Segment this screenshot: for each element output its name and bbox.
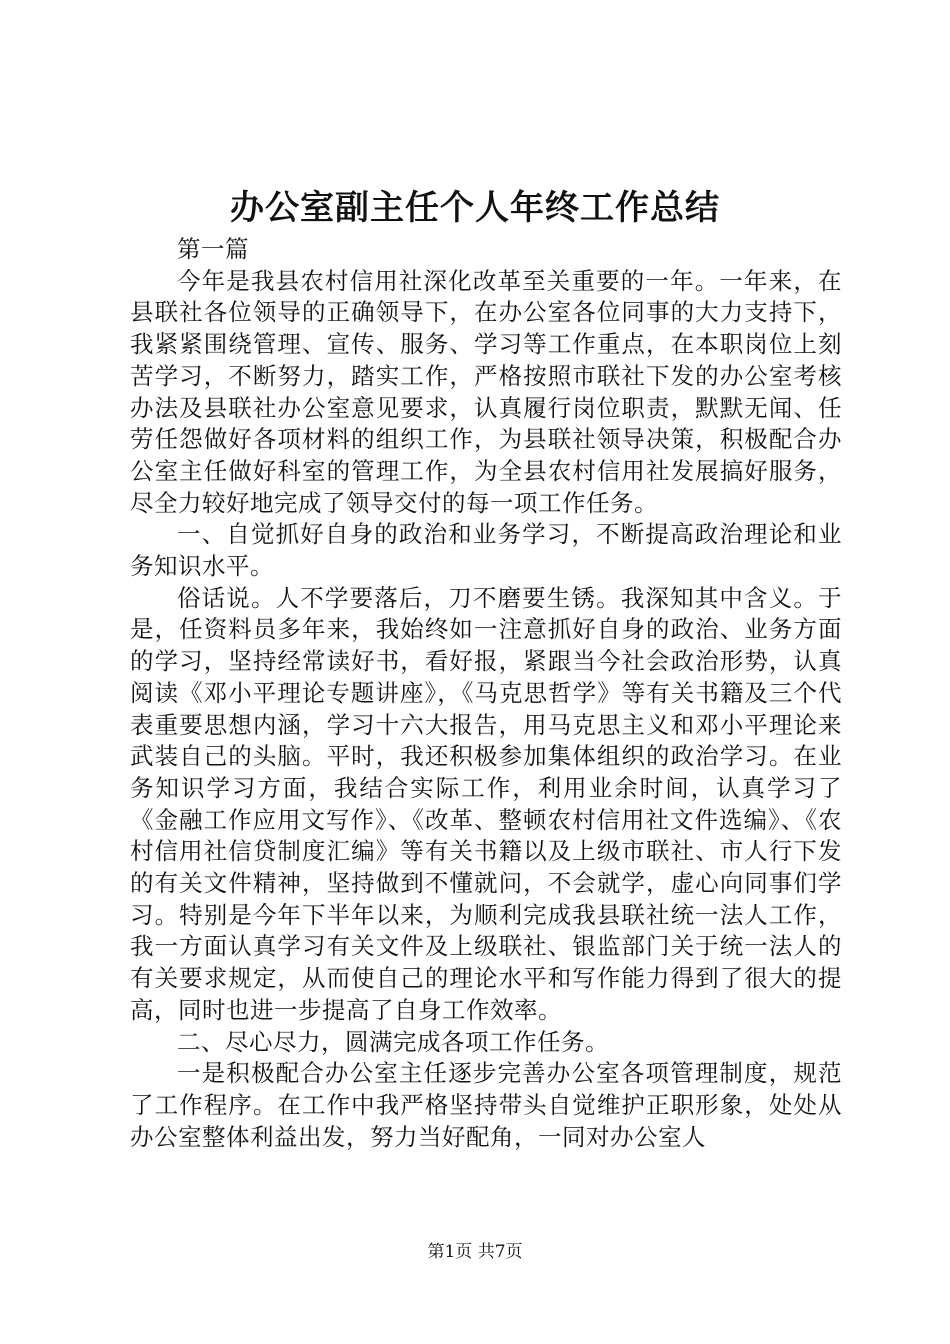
paragraph: 一是积极配合办公室主任逐步完善办公室各项管理制度，规范了工作程序。在工作中我严格坚持带头自觉维护正职形象，处处从办公室整体利益出发，努力当好配角，一同对办公室人 [130,1059,842,1151]
document-title: 办公室副主任个人年终工作总结 [230,188,720,228]
page-number-footer: 第1页 共7页 [427,1242,523,1262]
paragraph: 一、自觉抓好自身的政治和业务学习，不断提高政治理论和业务知识水平。 [130,520,842,581]
section-heading: 第一篇 [177,235,249,263]
paragraph: 今年是我县农村信用社深化改革至关重要的一年。一年来，在县联社各位领导的正确领导下，在办公室各位同事的大力支持下，我紧紧围绕管理、宣传、服务、学习等工作重点，在本职岗位上刻苦学习，不断努力，踏实工作，严格按照市联社下发的办公室考核办法及县联社办公室意见要求，认真履行岗位职责，默默无闻、任劳任怨做好各项材料的组织工作，为县联社领导决策，积极配合办公室主任做好科室的管理工作，为全县农村信用社发展搞好服务，尽全力较好地完成了领导交付的每一项工作任务。 [130,266,842,517]
paragraph: 二、尽心尽力，圆满完成各项工作任务。 [177,1027,609,1056]
paragraph: 俗话说。人不学要落后，刀不磨要生锈。我深知其中含义。于是，任资料员多年来，我始终如一注意抓好自身的政治、业务方面的学习，坚持经常读好书，看好报，紧跟当今社会政治形势，认真阅读《邓小平理论专题讲座》，《马克思哲学》等有关书籍及三个代表重要思想内涵，学习十六大报告，用马克思主义和邓小平理论来武装自己的头脑。平时，我还积极参加集体组织的政治学习。在业务知识学习方面，我结合实际工作，利用业余时间，认真学习了《金融工作应用文写作》、《改革、整顿农村信用社文件选编》、《农村信用社信贷制度汇编》等有关书籍以及上级市联社、市人行下发的有关文件精神，坚持做到不懂就问，不会就学，虚心向同事们学习。特别是今年下半年以来，为顺利完成我县联社统一法人工作，我一方面认真学习有关文件及上级联社、银监部门关于统一法人的有关要求规定，从而使自己的理论水平和写作能力得到了很大的提高，同时也进一步提高了自身工作效率。 [130,583,842,1024]
document-body [130,234,842,1153]
